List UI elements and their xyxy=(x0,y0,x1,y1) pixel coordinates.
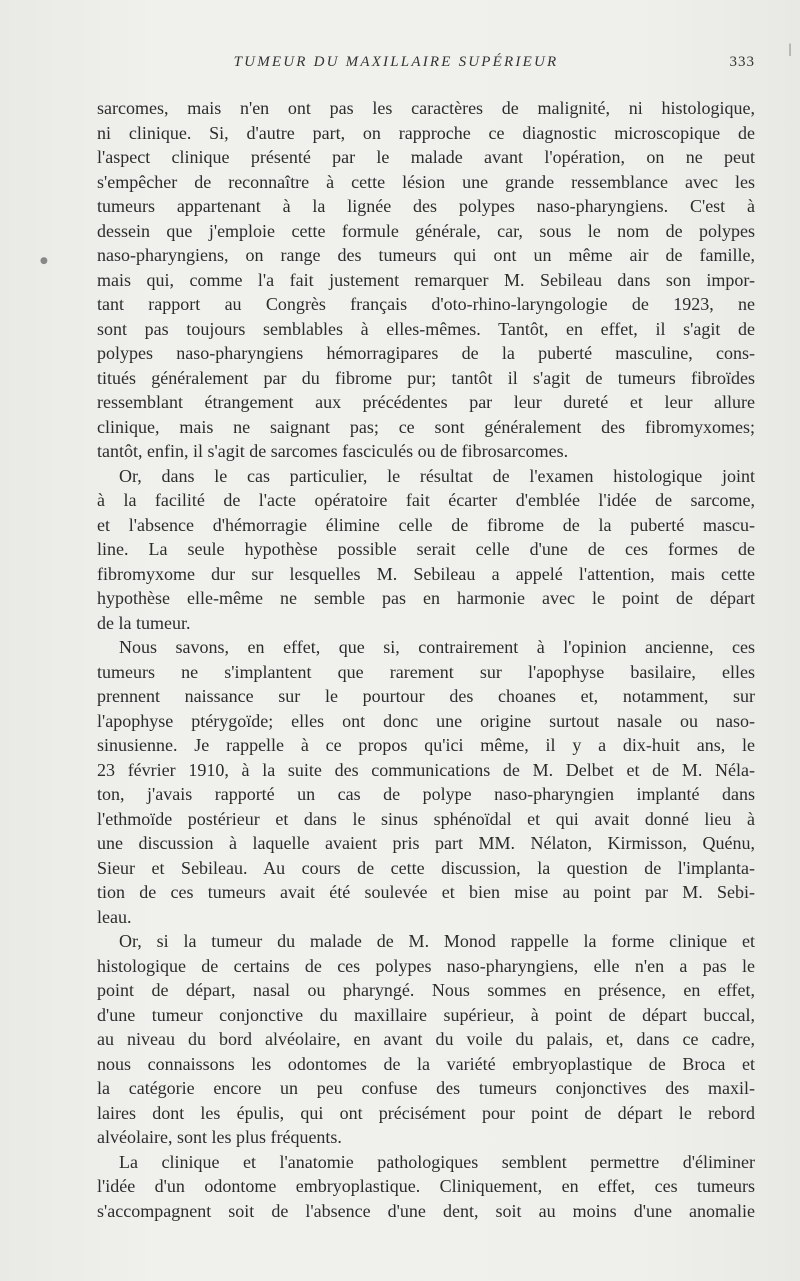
text-line: s'accompagnent soit de l'absence d'une dent, soit au moins d'une anomalie xyxy=(97,1200,755,1221)
page-header xyxy=(97,54,755,78)
paragraph-2 xyxy=(97,464,755,636)
scan-dot-mark: ● xyxy=(40,256,48,266)
text-line: tant rapport au Congrès français d'oto-rhino-laryngologie de 1923, ne xyxy=(97,294,755,314)
text-line: d'une tumeur conjonctive du maxillaire supérieur, à point de départ buccal, xyxy=(97,1004,755,1025)
body-text xyxy=(97,96,755,1223)
text-line: 23 février 1910, à la suite des communications de M. Delbet et de M. Néla- xyxy=(97,759,755,780)
text-line: une discussion à laquelle avaient pris part MM. Nélaton, Kirmisson, Quénu, xyxy=(97,833,755,853)
text-line: tion de ces tumeurs avait été soulevée et bien mise au point par M. Sebi- xyxy=(97,882,755,902)
paragraph-3 xyxy=(97,635,755,929)
text-line: prennent naissance sur le pourtour des choanes et, notamment, sur xyxy=(97,686,755,706)
text-line: histologique de certains de ces polypes naso-pharyngiens, elle n'en a pas le xyxy=(97,955,755,976)
scan-margin-mark: | xyxy=(788,42,793,56)
text-line: clinique, mais ne saignant pas; ce sont généralement des fibromyxomes; xyxy=(97,416,755,437)
paragraph-5 xyxy=(97,1150,755,1224)
text-line: tumeurs ne s'implantent que rarement sur l'apophyse basilaire, elles xyxy=(97,661,755,682)
paragraph-1 xyxy=(97,96,755,464)
text-line: l'apophyse ptérygoïde; elles ont donc une origine surtout nasale ou naso- xyxy=(97,710,755,731)
text-line: mais qui, comme l'a fait justement remarquer M. Sebileau dans son impor- xyxy=(97,269,755,290)
text-line: dessein que j'emploie cette formule générale, car, sous le nom de polypes xyxy=(97,220,755,241)
text-line: l'ethmoïde postérieur et dans le sinus sphénoïdal et qui avait donné lieu à xyxy=(97,808,755,829)
text-line: sont pas toujours semblables à elles-mêmes. Tantôt, en effet, il s'agit de xyxy=(97,318,755,339)
text-line: fibromyxome dur sur lesquelles M. Sebileau a appelé l'attention, mais cette xyxy=(97,563,755,584)
text-line: sarcomes, mais n'en ont pas les caractères de malignité, ni histologique, xyxy=(97,98,755,118)
text-line: naso-pharyngiens, on range des tumeurs qui ont un même air de famille, xyxy=(97,245,755,265)
text-line: de la tumeur. xyxy=(97,612,191,633)
text-line: Or, si la tumeur du malade de M. Monod rappelle la forme clinique et xyxy=(119,931,755,951)
text-line: polypes naso-pharyngiens hémorragipares de la puberté masculine, cons- xyxy=(97,343,755,363)
text-line: leau. xyxy=(97,906,132,927)
text-line: line. La seule hypothèse possible serait celle d'une de ces formes de xyxy=(97,539,755,559)
text-line: Nous savons, en effet, que si, contrairement à l'opinion ancienne, ces xyxy=(119,637,755,657)
paragraph-4 xyxy=(97,929,755,1150)
text-line: l'idée d'un odontome embryoplastique. Cliniquement, en effet, ces tumeurs xyxy=(97,1176,755,1196)
running-title: TUMEUR DU MAXILLAIRE SUPÉRIEUR xyxy=(233,54,559,70)
text-line: nous connaissons les odontomes de la variété embryoplastique de Broca et xyxy=(97,1053,755,1074)
text-line: à la facilité de l'acte opératoire fait écarter d'emblée l'idée de sarcome, xyxy=(97,490,755,510)
text-line: ressemblant étrangement aux précédentes par leur dureté et leur allure xyxy=(97,392,755,412)
text-line: Or, dans le cas particulier, le résultat de l'examen histologique joint xyxy=(119,465,755,486)
text-line: titués généralement par du fibrome pur; tantôt il s'agit de tumeurs fibroïdes xyxy=(97,367,755,388)
text-line: hypothèse elle-même ne semble pas en harmonie avec le point de départ xyxy=(97,588,755,608)
text-line: s'empêcher de reconnaître à cette lésion une grande ressemblance avec les xyxy=(97,171,755,192)
text-line: point de départ, nasal ou pharyngé. Nous sommes en présence, en effet, xyxy=(97,980,755,1000)
text-line: laires dont les épulis, qui ont précisément pour point de départ le rebord xyxy=(97,1102,755,1123)
text-line: et l'absence d'hémorragie élimine celle de fibrome de la puberté mascu- xyxy=(97,514,755,535)
text-line: alvéolaire, sont les plus fréquents. xyxy=(97,1127,342,1147)
text-line: ton, j'avais rapporté un cas de polype naso-pharyngien implanté dans xyxy=(97,784,755,804)
text-line: tumeurs appartenant à la lignée des polypes naso-pharyngiens. C'est à xyxy=(97,196,755,216)
text-line: au niveau du bord alvéolaire, en avant du voile du palais, et, dans ce cadre, xyxy=(97,1029,755,1049)
text-line: Sieur et Sebileau. Au cours de cette discussion, la question de l'implanta- xyxy=(97,857,755,878)
text-line: la catégorie encore un peu confuse des tumeurs conjonctives des maxil- xyxy=(97,1078,755,1098)
text-line: ni clinique. Si, d'autre part, on rapproche ce diagnostic microscopique de xyxy=(97,122,755,143)
text-line: sinusienne. Je rappelle à ce propos qu'ici même, il y a dix-huit ans, le xyxy=(97,735,755,755)
page-number: 333 xyxy=(729,54,755,70)
text-line: tantôt, enfin, il s'agit de sarcomes fasciculés ou de fibrosarcomes. xyxy=(97,441,569,461)
text-line: l'aspect clinique présenté par le malade avant l'opération, on ne peut xyxy=(97,147,755,167)
text-line: La clinique et l'anatomie pathologiques semblent permettre d'éliminer xyxy=(119,1151,755,1172)
